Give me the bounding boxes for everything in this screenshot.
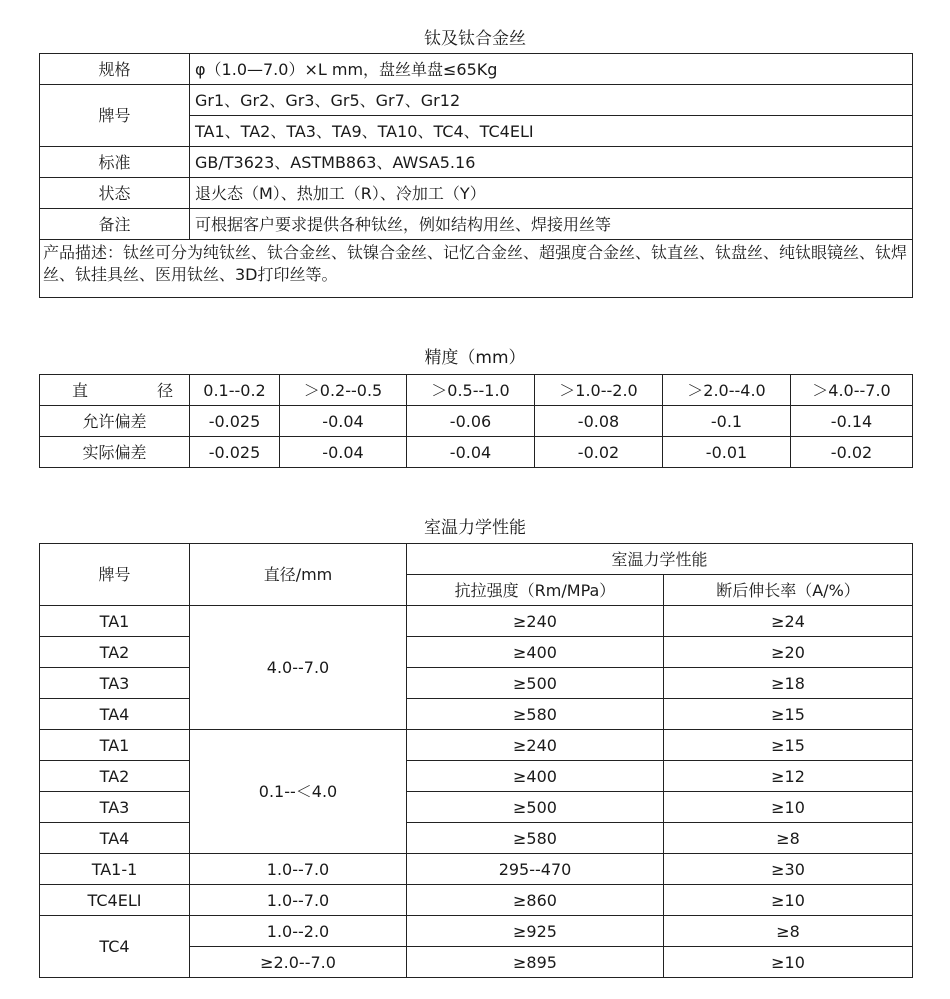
header-diameter: 直径/mm — [190, 544, 407, 606]
precision-table — [39, 374, 913, 468]
elongation-cell: ≥10 — [664, 947, 913, 978]
table-row — [40, 240, 913, 298]
row-value: 可根据客户要求提供各种钛丝，例如结构用丝、焊接用丝等 — [190, 209, 913, 240]
header-cell: ＞0.2--0.5 — [280, 375, 407, 406]
table-cell: -0.1 — [663, 406, 791, 437]
diameter-cell: 4.0--7.0 — [190, 606, 407, 730]
table-header-row — [40, 375, 913, 406]
table-row — [40, 916, 913, 947]
elongation-cell: ≥10 — [664, 885, 913, 916]
header-elongation: 断后伸长率（A/%） — [664, 575, 913, 606]
header-cell: ＞1.0--2.0 — [535, 375, 663, 406]
header-grade: 牌号 — [40, 544, 190, 606]
table-cell: -0.08 — [535, 406, 663, 437]
grade-cell: TA1 — [40, 730, 190, 761]
header-cell: 0.1--0.2 — [190, 375, 280, 406]
table-cell: -0.06 — [407, 406, 535, 437]
strength-cell: ≥580 — [407, 699, 664, 730]
table-cell: -0.14 — [791, 406, 913, 437]
header-group: 室温力学性能 — [407, 544, 913, 575]
strength-cell: ≥580 — [407, 823, 664, 854]
row-label: 标准 — [40, 147, 190, 178]
row-label: 状态 — [40, 178, 190, 209]
table-row — [40, 668, 913, 699]
table-row — [40, 854, 913, 885]
table-row — [40, 85, 913, 116]
table-cell: -0.04 — [280, 406, 407, 437]
row-value: 退火态（M）、热加工（R）、冷加工（Y） — [190, 178, 913, 209]
diameter-cell: 1.0--2.0 — [190, 916, 407, 947]
table3-title: 室温力学性能 — [424, 518, 526, 538]
elongation-cell: ≥24 — [664, 606, 913, 637]
table-row — [40, 606, 913, 637]
row-label: 实际偏差 — [40, 437, 190, 468]
elongation-cell: ≥8 — [664, 823, 913, 854]
grade-cell: TA2 — [40, 637, 190, 668]
diameter-cell: ≥2.0--7.0 — [190, 947, 407, 978]
table-cell: -0.01 — [663, 437, 791, 468]
table-row — [40, 54, 913, 85]
row-value: GB/T3623、ASTMB863、AWSA5.16 — [190, 147, 913, 178]
header-cell: ＞2.0--4.0 — [663, 375, 791, 406]
grade-cell: TA1-1 — [40, 854, 190, 885]
table-row — [40, 147, 913, 178]
strength-cell: ≥500 — [407, 792, 664, 823]
table-cell: -0.02 — [535, 437, 663, 468]
table-header-row — [40, 544, 913, 575]
strength-cell: ≥400 — [407, 761, 664, 792]
elongation-cell: ≥20 — [664, 637, 913, 668]
elongation-cell: ≥10 — [664, 792, 913, 823]
product-description: 产品描述：钛丝可分为纯钛丝、钛合金丝、钛镍合金丝、记忆合金丝、超强度合金丝、钛直丝、钛盘丝、纯钛眼镜丝、钛焊丝、钛挂具丝、医用钛丝、3D打印丝等。 — [40, 240, 913, 298]
diameter-cell: 0.1--＜4.0 — [190, 730, 407, 854]
elongation-cell: ≥18 — [664, 668, 913, 699]
header-cell: ＞0.5--1.0 — [407, 375, 535, 406]
grade-cell: TC4ELI — [40, 885, 190, 916]
table-row — [40, 699, 913, 730]
grade-cell: TA2 — [40, 761, 190, 792]
row-label: 允许偏差 — [40, 406, 190, 437]
table-row — [40, 885, 913, 916]
grade-cell: TA3 — [40, 792, 190, 823]
table-row — [40, 406, 913, 437]
elongation-cell: ≥15 — [664, 730, 913, 761]
table-row — [40, 730, 913, 761]
strength-cell: 295--470 — [407, 854, 664, 885]
table-cell: -0.04 — [280, 437, 407, 468]
elongation-cell: ≥15 — [664, 699, 913, 730]
elongation-cell: ≥30 — [664, 854, 913, 885]
grade-cell: TA3 — [40, 668, 190, 699]
table1-title: 钛及钛合金丝 — [424, 29, 526, 49]
table-row — [40, 178, 913, 209]
grade-cell: TA4 — [40, 823, 190, 854]
table-row — [40, 792, 913, 823]
table-row — [40, 823, 913, 854]
header-label: 直 径 — [40, 375, 190, 406]
diameter-cell: 1.0--7.0 — [190, 885, 407, 916]
grade-cell: TA1 — [40, 606, 190, 637]
table-cell: -0.02 — [791, 437, 913, 468]
table-row — [40, 761, 913, 792]
table-cell: -0.04 — [407, 437, 535, 468]
row-value: Gr1、Gr2、Gr3、Gr5、Gr7、Gr12 — [190, 85, 913, 116]
row-label: 备注 — [40, 209, 190, 240]
row-value: TA1、TA2、TA3、TA9、TA10、TC4、TC4ELI — [190, 116, 913, 147]
strength-cell: ≥895 — [407, 947, 664, 978]
header-strength: 抗拉强度（Rm/MPa） — [407, 575, 664, 606]
row-label: 牌号 — [40, 85, 190, 147]
strength-cell: ≥860 — [407, 885, 664, 916]
strength-cell: ≥925 — [407, 916, 664, 947]
table-row — [40, 637, 913, 668]
table-cell: -0.025 — [190, 437, 280, 468]
elongation-cell: ≥12 — [664, 761, 913, 792]
row-value: φ（1.0—7.0）×L mm，盘丝单盘≤65Kg — [190, 54, 913, 85]
header-cell: ＞4.0--7.0 — [791, 375, 913, 406]
elongation-cell: ≥8 — [664, 916, 913, 947]
table-row — [40, 209, 913, 240]
table2-title: 精度（mm） — [424, 348, 526, 368]
grade-cell: TC4 — [40, 916, 190, 978]
strength-cell: ≥240 — [407, 730, 664, 761]
strength-cell: ≥500 — [407, 668, 664, 699]
mechanical-properties-table — [39, 543, 913, 978]
grade-cell: TA4 — [40, 699, 190, 730]
table-cell: -0.025 — [190, 406, 280, 437]
strength-cell: ≥240 — [407, 606, 664, 637]
strength-cell: ≥400 — [407, 637, 664, 668]
table-row — [40, 437, 913, 468]
diameter-cell: 1.0--7.0 — [190, 854, 407, 885]
wire-spec-table — [39, 53, 913, 298]
row-label: 规格 — [40, 54, 190, 85]
